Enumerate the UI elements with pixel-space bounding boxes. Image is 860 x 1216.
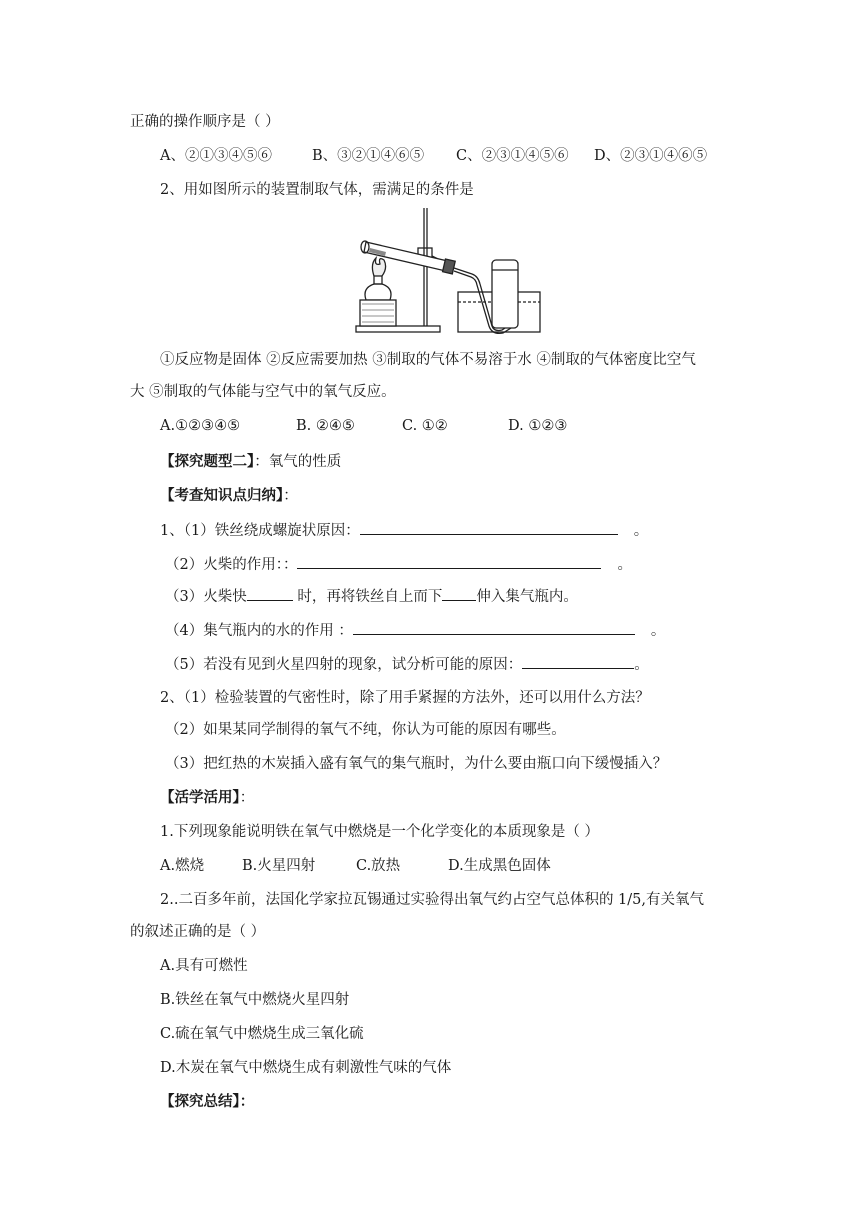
summary-heading-bold: 【探究总结】 [160,1093,240,1110]
k1-item2-end: 。 [617,557,632,573]
apply-heading [160,788,254,808]
k1-item5-end: 。 [634,657,649,673]
k1-item2-text: （2）火柴的作用：： [165,557,298,573]
k1-item1-blank[interactable] [360,520,618,535]
apply-heading-rest: ： [239,790,255,806]
q1-option-a: A、②①③④⑤⑥ [160,148,272,164]
q1-option-c: C、②③①④⑤⑥ [456,148,569,164]
a1-option-b: B.火星四射 [242,858,316,874]
k1-item4-end: 。 [650,623,666,639]
q2-option-b: B. ②④⑤ [296,418,355,434]
section2-title-rest: ：氧气的性质 [254,454,342,470]
k1-item4-text: （4）集气瓶内的水的作用 ： [165,623,353,639]
a2-option-b: B.铁丝在氧气中燃烧火星四射 [160,992,350,1008]
knowledge-heading [160,486,298,506]
a2-option-d: D.木炭在氧气中燃烧生成有刺激性气味的气体 [160,1060,452,1076]
q2-conditions-line1: ①反应物是固体 ②反应需要加热 ③制取的气体不易溶于水 ④制取的气体密度比空气 [160,352,696,368]
knowledge-heading-bold: 【考查知识点归纳】 [160,487,284,504]
k1-item3-text-b: 时，再将铁丝自上而下 [292,589,443,605]
k2-item3: （3）把红热的木炭插入盛有氧气的集气瓶时，为什么要由瓶口向下缓慢插入？ [165,756,668,772]
k1-item4-blank[interactable] [353,620,635,635]
q2-stem: 2、用如图所示的装置制取气体，需满足的条件是 [160,182,474,198]
k2-item2: （2）如果某同学制得的氧气不纯，你认为可能的原因有哪些。 [165,722,566,738]
a2-option-c: C.硫在氧气中燃烧生成三氧化硫 [160,1026,364,1042]
k1-item3 [165,586,578,607]
k1-item2 [165,554,632,575]
summary-heading [160,1092,254,1112]
a2-option-a: A.具有可燃性 [160,958,248,974]
k1-item1-end: 。 [633,523,649,539]
q1-stem-tail: 正确的操作顺序是（ ） [130,114,280,130]
k1-item3-blank2[interactable] [442,586,476,601]
k1-item1 [160,520,648,541]
k1-item1-text: 1、（1）铁丝绕成螺旋状原因： [160,523,360,539]
q1-option-d: D、②③①④⑥⑤ [594,148,708,164]
q2-option-d: D. ①②③ [508,418,568,434]
a1-option-a: A.燃烧 [160,858,205,874]
summary-heading-rest: ： [239,1093,255,1110]
q1-option-b: B、③②①④⑥⑤ [312,148,425,164]
a2-stem-line1: 2..二百多年前，法国化学家拉瓦锡通过实验得出氧气约占空气总体积的 1/5,有关氧气 [160,892,704,908]
section2-title [160,452,341,472]
stand-base [356,326,440,332]
a1-option-d: D.生成黑色固体 [448,858,551,874]
q2-option-c: C. ①② [402,418,448,434]
gas-apparatus-figure [352,204,542,336]
a2-stem-line2: 的叙述正确的是（ ） [130,924,266,940]
k1-item5 [165,654,649,675]
k2-item1: 2、（1）检验装置的气密性时，除了用手紧握的方法外，还可以用什么方法？ [160,690,650,706]
q2-option-a: A.①②③④⑤ [160,418,241,434]
k1-item2-blank[interactable] [297,554,601,569]
knowledge-heading-rest: ： [283,488,298,504]
k1-item3-text-c: 伸入集气瓶内。 [476,589,578,605]
k1-item3-blank1[interactable] [247,586,293,601]
k1-item3-text-a: （3）火柴快 [165,589,247,605]
q1-options [160,146,707,166]
k1-item5-blank[interactable] [522,654,634,669]
q2-options [160,416,567,436]
k1-item5-text: （5）若没有见到火星四射的现象，试分析可能的原因： [165,657,523,673]
a1-options [160,856,551,876]
a1-option-c: C.放热 [356,858,401,874]
a1-stem: 1.下列现象能说明铁在氧气中燃烧是一个化学变化的本质现象是（ ） [160,824,599,840]
section2-title-bold: 【探究题型二】 [160,453,255,470]
q2-conditions-line2: 大 ⑤制取的气体能与空气中的氧气反应。 [130,384,396,400]
k1-item4 [165,620,665,641]
apply-heading-bold: 【活学活用】 [160,789,240,806]
